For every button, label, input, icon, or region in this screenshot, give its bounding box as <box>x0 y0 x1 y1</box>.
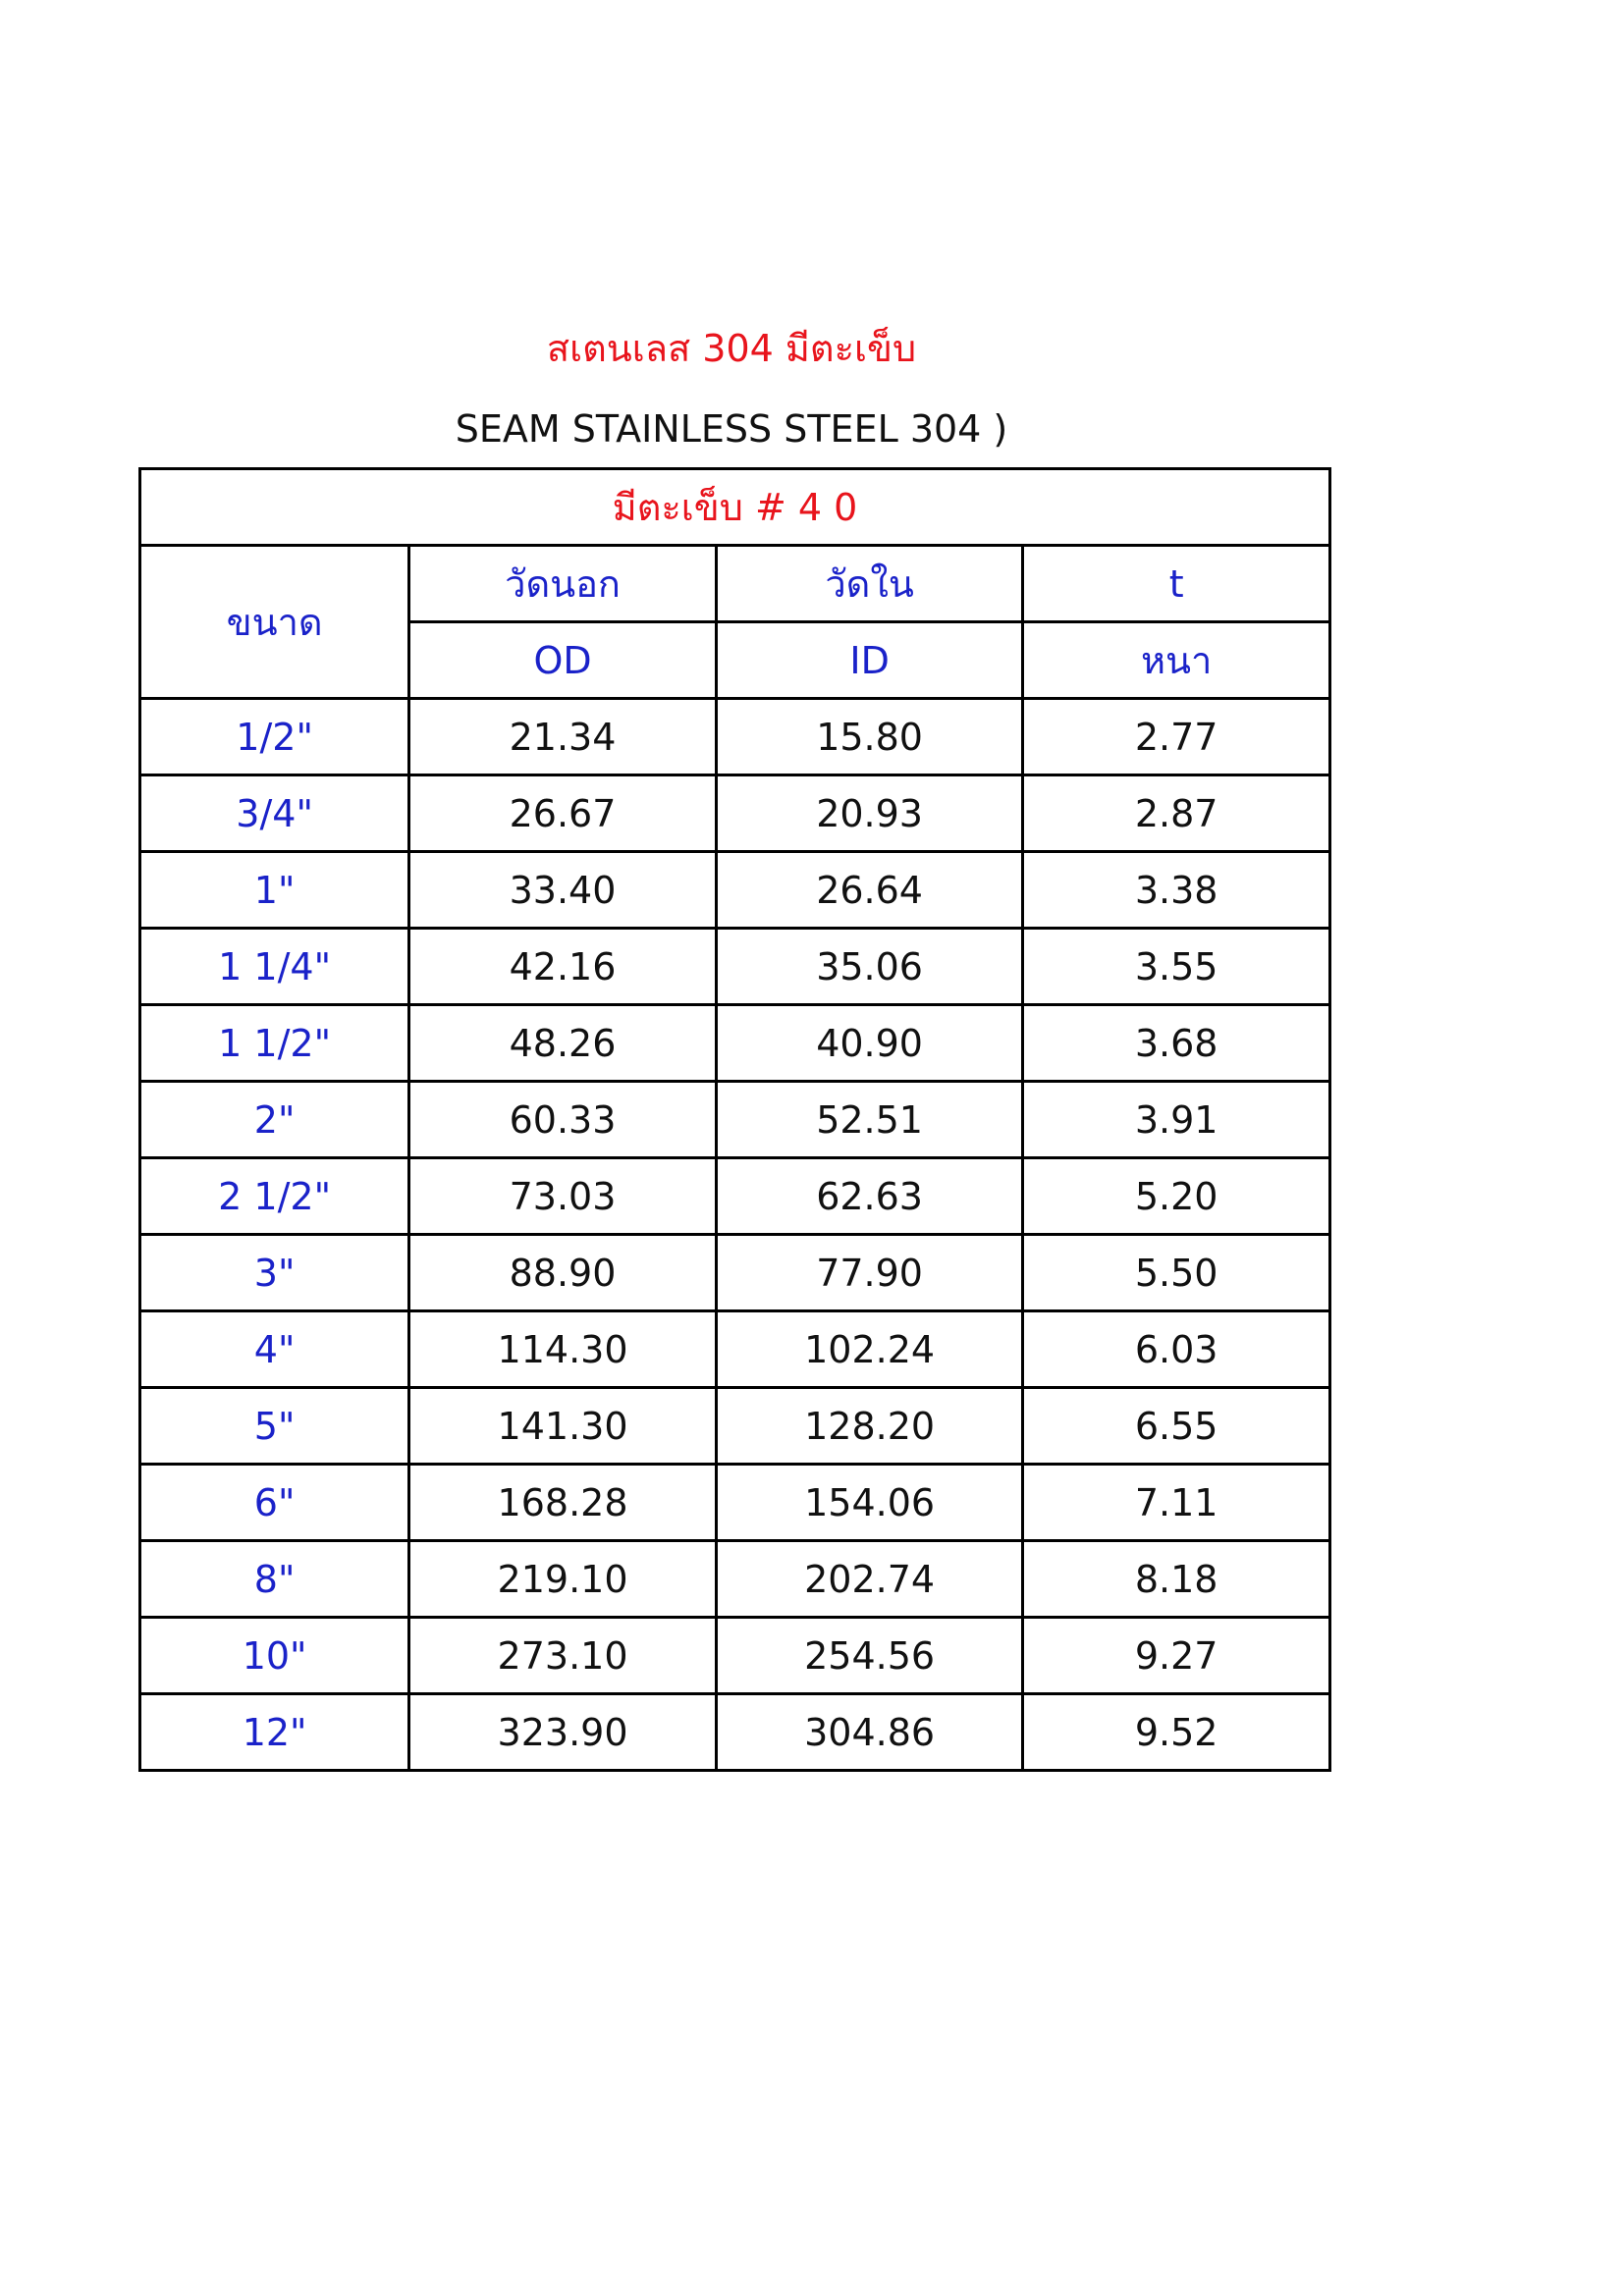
thickness-cell: 5.50 <box>1023 1235 1330 1311</box>
od-cell: 273.10 <box>409 1618 717 1694</box>
thickness-cell: 6.55 <box>1023 1388 1330 1465</box>
table-row <box>140 1005 1330 1082</box>
id-cell: 40.90 <box>716 1005 1023 1082</box>
od-cell: 168.28 <box>409 1465 717 1541</box>
id-cell: 15.80 <box>716 699 1023 775</box>
id-cell: 102.24 <box>716 1311 1023 1388</box>
page-title-thai: สเตนเลส 304 มีตะเข็บ <box>546 327 917 370</box>
thickness-cell: 2.77 <box>1023 699 1330 775</box>
size-cell: 3" <box>140 1235 409 1311</box>
header-row-1 <box>140 546 1330 622</box>
od-header-thai: วัดนอก <box>409 546 717 622</box>
id-cell: 154.06 <box>716 1465 1023 1541</box>
thickness-header-symbol: t <box>1023 546 1330 622</box>
od-cell: 114.30 <box>409 1311 717 1388</box>
thickness-cell: 3.91 <box>1023 1082 1330 1158</box>
id-cell: 202.74 <box>716 1541 1023 1618</box>
id-cell: 128.20 <box>716 1388 1023 1465</box>
id-cell: 26.64 <box>716 852 1023 929</box>
size-cell: 1 1/4" <box>140 929 409 1005</box>
size-cell: 8" <box>140 1541 409 1618</box>
od-cell: 48.26 <box>409 1005 717 1082</box>
id-cell: 77.90 <box>716 1235 1023 1311</box>
table-row <box>140 775 1330 852</box>
od-cell: 219.10 <box>409 1541 717 1618</box>
pipe-spec-table <box>138 467 1331 1772</box>
id-cell: 52.51 <box>716 1082 1023 1158</box>
thickness-cell: 8.18 <box>1023 1541 1330 1618</box>
size-header: ขนาด <box>140 546 409 699</box>
size-cell: 4" <box>140 1311 409 1388</box>
thickness-cell: 3.55 <box>1023 929 1330 1005</box>
id-cell: 304.86 <box>716 1694 1023 1771</box>
od-cell: 73.03 <box>409 1158 717 1235</box>
od-cell: 21.34 <box>409 699 717 775</box>
table-row <box>140 1694 1330 1771</box>
thickness-cell: 5.20 <box>1023 1158 1330 1235</box>
size-cell: 2" <box>140 1082 409 1158</box>
id-cell: 35.06 <box>716 929 1023 1005</box>
size-cell: 2 1/2" <box>140 1158 409 1235</box>
id-cell: 20.93 <box>716 775 1023 852</box>
thickness-cell: 3.68 <box>1023 1005 1330 1082</box>
table-row <box>140 1082 1330 1158</box>
table-row <box>140 1465 1330 1541</box>
id-header-english: ID <box>716 622 1023 699</box>
thickness-header-thai: หนา <box>1023 622 1330 699</box>
id-cell: 254.56 <box>716 1618 1023 1694</box>
table-row <box>140 1618 1330 1694</box>
schedule-row <box>140 469 1330 546</box>
size-cell: 10" <box>140 1618 409 1694</box>
od-cell: 33.40 <box>409 852 717 929</box>
table-row <box>140 1158 1330 1235</box>
id-cell: 62.63 <box>716 1158 1023 1235</box>
thickness-cell: 6.03 <box>1023 1311 1330 1388</box>
size-cell: 1/2" <box>140 699 409 775</box>
table-row <box>140 1311 1330 1388</box>
table-row <box>140 1235 1330 1311</box>
od-cell: 323.90 <box>409 1694 717 1771</box>
size-cell: 3/4" <box>140 775 409 852</box>
id-header-thai: วัดใน <box>716 546 1023 622</box>
od-header-english: OD <box>409 622 717 699</box>
schedule-label: มีตะเข็บ # 4 0 <box>140 469 1330 546</box>
od-cell: 88.90 <box>409 1235 717 1311</box>
od-cell: 141.30 <box>409 1388 717 1465</box>
od-cell: 60.33 <box>409 1082 717 1158</box>
table-row <box>140 852 1330 929</box>
thickness-cell: 9.27 <box>1023 1618 1330 1694</box>
od-cell: 42.16 <box>409 929 717 1005</box>
pipe-spec-table-body <box>140 469 1330 1771</box>
thickness-cell: 7.11 <box>1023 1465 1330 1541</box>
table-row <box>140 1541 1330 1618</box>
thickness-cell: 2.87 <box>1023 775 1330 852</box>
size-cell: 1" <box>140 852 409 929</box>
thickness-cell: 9.52 <box>1023 1694 1330 1771</box>
od-cell: 26.67 <box>409 775 717 852</box>
table-row <box>140 929 1330 1005</box>
table-row <box>140 699 1330 775</box>
table-row <box>140 1388 1330 1465</box>
page-title-english: SEAM STAINLESS STEEL 304 ) <box>455 407 1008 451</box>
size-cell: 5" <box>140 1388 409 1465</box>
size-cell: 1 1/2" <box>140 1005 409 1082</box>
size-cell: 12" <box>140 1694 409 1771</box>
thickness-cell: 3.38 <box>1023 852 1330 929</box>
size-cell: 6" <box>140 1465 409 1541</box>
